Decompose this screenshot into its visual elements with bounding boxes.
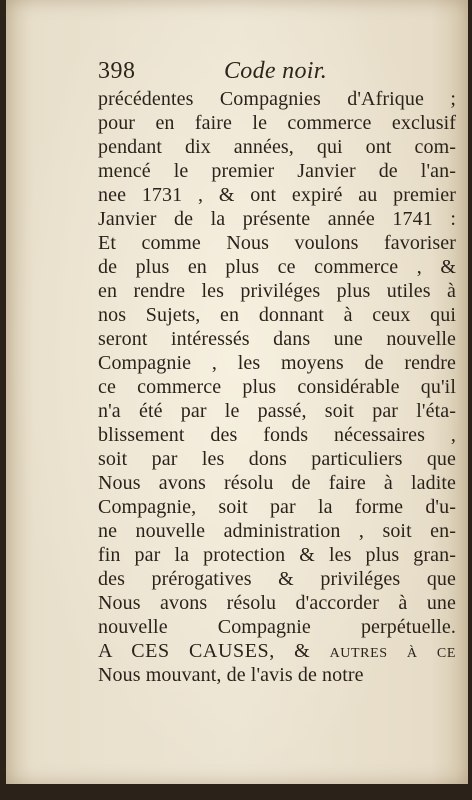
text-line: précédentes Compagnies d'Afrique ; <box>98 88 456 110</box>
text-line: de plus en plus ce commerce , & <box>98 256 456 278</box>
text-line: Nous mouvant, de l'avis de notre <box>98 664 364 686</box>
text-line: blissement des fonds nécessaires , <box>98 424 456 446</box>
text-line: Compagnie, soit par la forme d'u- <box>98 496 456 518</box>
text-line: des prérogatives & priviléges que <box>98 568 456 590</box>
text-line: seront intéressés dans une nouvelle <box>98 328 456 350</box>
text-line: n'a été par le passé, soit par l'éta- <box>98 400 456 422</box>
text-line: pendant dix années, qui ont com- <box>98 136 456 158</box>
text-line: Compagnie , les moyens de rendre <box>98 352 456 374</box>
text-line: nouvelle Compagnie perpétuelle. <box>98 616 456 638</box>
text-line: fin par la protection & les plus gran- <box>98 544 456 566</box>
text-line: Nous avons résolu de faire à ladite <box>98 472 456 494</box>
text-line: ne nouvelle administration , soit en- <box>98 520 456 542</box>
page-number: 398 <box>98 58 136 84</box>
text-line: en rendre les priviléges plus utiles à <box>98 280 456 302</box>
book-page <box>6 0 468 784</box>
text-line: Et comme Nous voulons favoriser <box>98 232 456 254</box>
body-text <box>98 87 456 687</box>
page-header <box>98 56 358 86</box>
text-line: ce commerce plus considérable qu'il <box>98 376 456 398</box>
text-line: mencé le premier Janvier de l'an- <box>98 160 456 182</box>
text-line: nos Sujets, en donnant à ceux qui <box>98 304 456 326</box>
running-title: Code noir. <box>224 58 328 84</box>
text-line: nee 1731 , & ont expiré au premier <box>98 184 456 206</box>
text-line: Nous avons résolu d'accorder à une <box>98 592 456 614</box>
text-line: soit par les dons particuliers que <box>98 448 456 470</box>
text-line: A CES CAUSES, & autres à ce <box>98 640 456 662</box>
text-line: Janvier de la présente année 1741 : <box>98 208 456 230</box>
text-line: pour en faire le commerce exclusif <box>98 112 456 134</box>
